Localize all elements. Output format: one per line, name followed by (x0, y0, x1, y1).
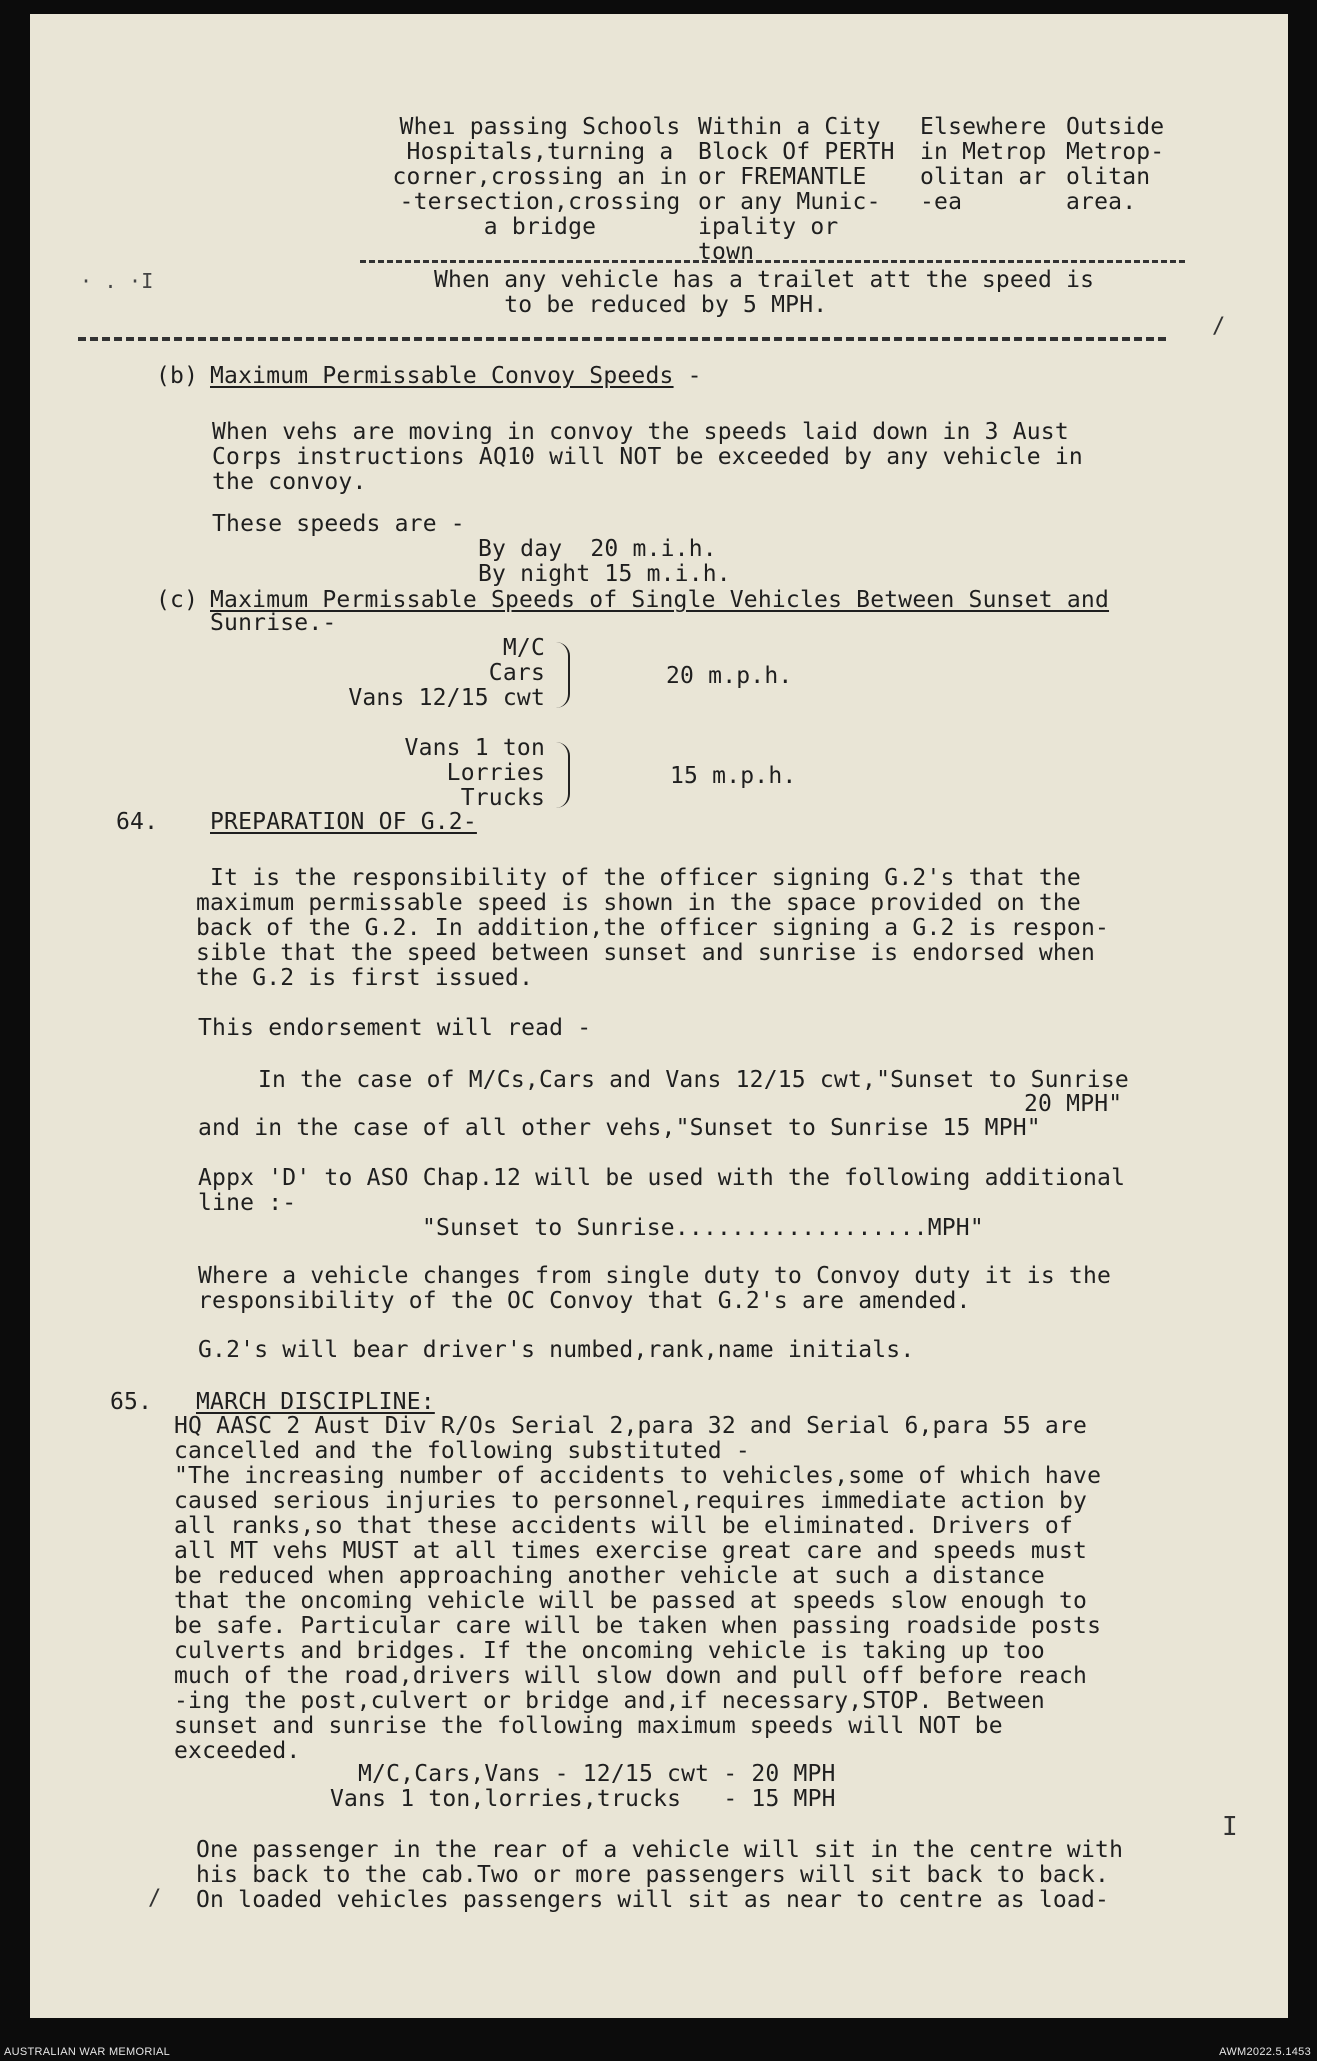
margin-tick: / (1212, 314, 1226, 339)
para-c-heading-cont: Sunrise.- (210, 610, 337, 636)
section-65-passenger: One passenger in the rear of a vehicle will sit in the centre with his back to the cab.Two or more passengers will sit back to back. On loaded vehicles passengers will sit as near to centre as load- (196, 1837, 1124, 1913)
section-64-appx: Appx 'D' to ASO Chap.12 will be used with the following additional line :- (198, 1165, 1126, 1216)
header-col-outside: Outside Metrop- olitan area. (1066, 114, 1165, 215)
section-64-case1-cont: 20 MPH" (1024, 1091, 1123, 1117)
para-c-speed1: 20 m.p.h. (666, 663, 793, 689)
para-b-by-day: By day 20 m.i.h. (478, 536, 717, 562)
para-b-body: When vehs are moving in convoy the speeds laid down in 3 Aust Corps instructions AQ10 will NOT be exceeded by any vehicle in the convoy. (212, 419, 1083, 495)
document-page (30, 14, 1288, 2018)
header-col-metropolitan: Elsewhere in Metrop olitan ar -ea (920, 114, 1047, 215)
brace-group2 (556, 742, 570, 808)
para-c-label: (c) (156, 587, 199, 613)
section-64-case2: and in the case of all other vehs,"Sunset to Sunrise 15 MPH" (198, 1115, 1041, 1141)
section-64-sunset-line: "Sunset to Sunrise..................MPH" (422, 1215, 984, 1241)
para-b-heading-suffix: - (673, 363, 702, 389)
para-b-label: (b) (156, 363, 199, 389)
margin-mark: · . ·I (80, 269, 154, 293)
section-65-speed-a: M/C,Cars,Vans - 12/15 cwt - 20 MPH (358, 1761, 836, 1787)
footer-source: AUSTRALIAN WAR MEMORIAL (4, 2046, 171, 2058)
section-64-number: 64. (116, 809, 159, 835)
para-b-by-night: By night 15 m.i.h. (478, 561, 731, 587)
para-b-heading-line (210, 364, 702, 389)
trailer-note: When any vehicle has a trailet att the speed is to be reduced by 5 MPH. (434, 267, 1095, 318)
section-64-para1: It is the responsibility of the officer signing G.2's that the maximum permissable speed is shown in the space provided on the back of the G.2. In addition,the officer signing a G.2 is respon- sible that the speed between sunset and sunrise is endorsed when the G.2 is first issued. (196, 865, 1110, 991)
footer-reference: AWM2022.5.1453 (1219, 2046, 1311, 2058)
section-65-heading: MARCH DISCIPLINE: (196, 1389, 435, 1415)
para-c-group1: M/C Cars Vans 12/15 cwt (348, 635, 545, 711)
section-64-where: Where a vehicle changes from single duty to Convoy duty it is the responsibility of the OC Convoy that G.2's are amended. (198, 1263, 1112, 1314)
para-c-group2: Vans 1 ton Lorries Trucks (404, 735, 545, 811)
section-64-heading: PREPARATION OF G.2- (210, 809, 477, 835)
header-col-schools: Wheı passing Schools Hospitals,turning a corner,crossing an in -tersection,crossing a bridge (392, 114, 688, 240)
section-65-speed-b: Vans 1 ton,lorries,trucks - 15 MPH (330, 1786, 836, 1812)
brace-group1 (556, 642, 570, 708)
para-b-heading: Maximum Permissable Convoy Speeds (210, 363, 674, 389)
header-rule (360, 260, 1185, 263)
section-rule (78, 337, 1166, 341)
section-64-endorse: This endorsement will read - (198, 1015, 592, 1041)
section-65-number: 65. (110, 1389, 153, 1415)
section-64-g2: G.2's will bear driver's numbed,rank,name initials. (198, 1337, 915, 1363)
para-c-heading: Maximum Permissable Speeds of Single Vehicles Between Sunset and (210, 587, 1110, 613)
para-c-speed2: 15 m.p.h. (670, 763, 797, 789)
section-65-body: HQ AASC 2 Aust Div R/Os Serial 2,para 32 and Serial 6,para 55 are cancelled and the following substituted - "The increasing number of accidents to vehicles,some of which have caused serious injuries to personnel,requires immediate action by all ranks,so that these accidents will be eliminated. Drivers of all MT vehs MUST at all times exercise great care and speeds must be reduced when approaching another vehicle at such a distance that the oncoming vehicle will be passed at speeds slow enough to be safe. Particular care will be taken when passing roadside posts culverts and bridges. If the oncoming vehicle is taking up too much of the road,drivers will slow down and pull off before reach -ing the post,culvert or bridge and,if necessary,STOP. Between sunset and sunrise the following maximum speeds will NOT be exceeded. (174, 1413, 1102, 1764)
para-b-these: These speeds are - (212, 511, 465, 537)
margin-tick-bottom: / (148, 1886, 162, 1911)
margin-tick-lower: I (1222, 1812, 1238, 1842)
section-64-case1: In the case of M/Cs,Cars and Vans 12/15 cwt,"Sunset to Sunrise (258, 1067, 1129, 1093)
header-col-city: Within a City Block Of PERTH or FREMANTLE or any Munic- ipality or town (698, 114, 895, 265)
